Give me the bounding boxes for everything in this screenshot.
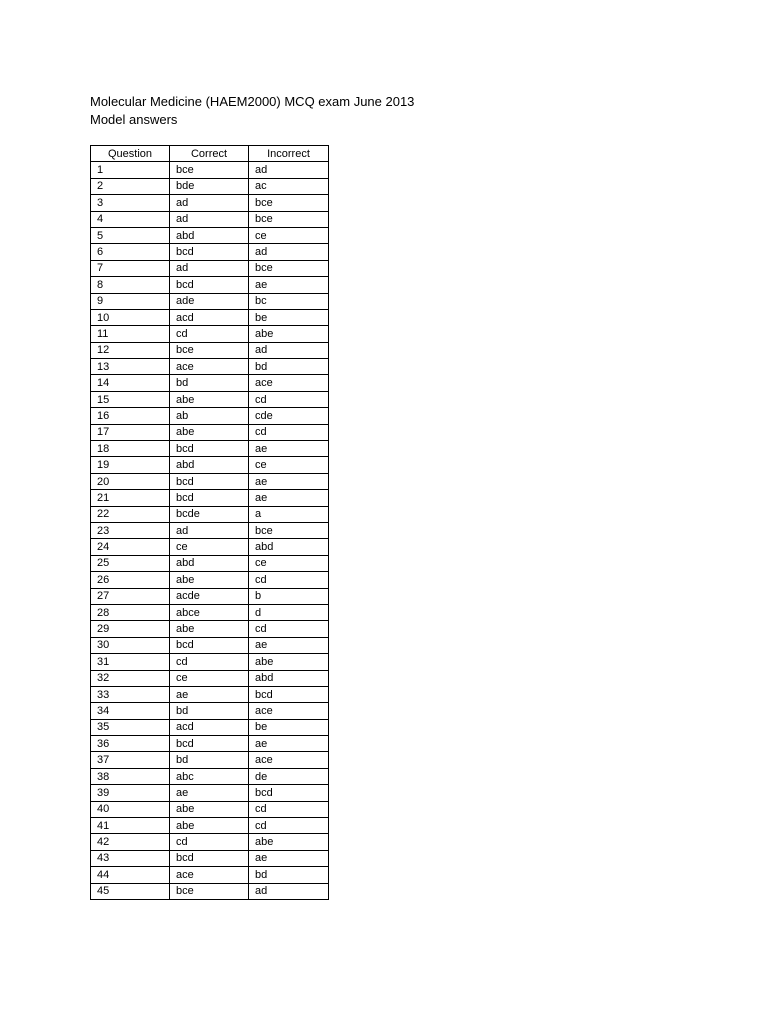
table-row [91, 555, 329, 571]
cell-incorrect: bcd [249, 686, 329, 702]
cell-correct: abe [170, 424, 249, 440]
cell-incorrect: be [249, 719, 329, 735]
cell-correct: abd [170, 457, 249, 473]
table-row [91, 293, 329, 309]
cell-question: 5 [91, 227, 170, 243]
cell-question: 25 [91, 555, 170, 571]
cell-question: 17 [91, 424, 170, 440]
table-row [91, 883, 329, 899]
cell-question: 35 [91, 719, 170, 735]
header-correct: Correct [170, 146, 249, 162]
table-row [91, 818, 329, 834]
cell-question: 26 [91, 572, 170, 588]
cell-incorrect: cd [249, 424, 329, 440]
cell-question: 12 [91, 342, 170, 358]
cell-question: 28 [91, 604, 170, 620]
cell-question: 11 [91, 326, 170, 342]
cell-question: 22 [91, 506, 170, 522]
cell-incorrect: ce [249, 555, 329, 571]
cell-question: 29 [91, 621, 170, 637]
cell-correct: ab [170, 408, 249, 424]
cell-incorrect: bd [249, 359, 329, 375]
cell-incorrect: abe [249, 834, 329, 850]
table-row [91, 588, 329, 604]
cell-question: 19 [91, 457, 170, 473]
cell-correct: abce [170, 604, 249, 620]
cell-incorrect: abe [249, 654, 329, 670]
cell-question: 37 [91, 752, 170, 768]
cell-question: 8 [91, 277, 170, 293]
cell-question: 45 [91, 883, 170, 899]
cell-question: 27 [91, 588, 170, 604]
cell-question: 42 [91, 834, 170, 850]
cell-question: 41 [91, 818, 170, 834]
cell-incorrect: cde [249, 408, 329, 424]
table-row [91, 621, 329, 637]
cell-correct: ce [170, 539, 249, 555]
cell-incorrect: ad [249, 342, 329, 358]
cell-incorrect: bc [249, 293, 329, 309]
table-row [91, 670, 329, 686]
cell-incorrect: bce [249, 211, 329, 227]
cell-question: 6 [91, 244, 170, 260]
table-row [91, 686, 329, 702]
cell-incorrect: ae [249, 736, 329, 752]
cell-incorrect: cd [249, 572, 329, 588]
cell-question: 20 [91, 473, 170, 489]
cell-correct: cd [170, 834, 249, 850]
table-row [91, 260, 329, 276]
cell-correct: ad [170, 260, 249, 276]
cell-correct: ad [170, 522, 249, 538]
table-row [91, 375, 329, 391]
table-row [91, 178, 329, 194]
cell-incorrect: ac [249, 178, 329, 194]
cell-correct: abe [170, 801, 249, 817]
cell-incorrect: bcd [249, 785, 329, 801]
cell-correct: bcd [170, 490, 249, 506]
document-heading [90, 93, 414, 129]
cell-correct: ad [170, 195, 249, 211]
table-row [91, 359, 329, 375]
cell-question: 7 [91, 260, 170, 276]
cell-correct: abc [170, 768, 249, 784]
answers-table [90, 145, 329, 900]
cell-question: 18 [91, 441, 170, 457]
cell-incorrect: abd [249, 670, 329, 686]
cell-correct: bcd [170, 637, 249, 653]
table-row [91, 457, 329, 473]
cell-correct: cd [170, 654, 249, 670]
cell-correct: ace [170, 867, 249, 883]
cell-question: 39 [91, 785, 170, 801]
cell-incorrect: ae [249, 473, 329, 489]
cell-correct: bd [170, 752, 249, 768]
cell-question: 43 [91, 850, 170, 866]
table-row [91, 801, 329, 817]
cell-incorrect: cd [249, 801, 329, 817]
cell-correct: ae [170, 686, 249, 702]
cell-question: 1 [91, 162, 170, 178]
cell-incorrect: b [249, 588, 329, 604]
cell-correct: ade [170, 293, 249, 309]
table-row [91, 719, 329, 735]
cell-question: 32 [91, 670, 170, 686]
header-question: Question [91, 146, 170, 162]
cell-question: 44 [91, 867, 170, 883]
cell-question: 34 [91, 703, 170, 719]
cell-incorrect: ace [249, 375, 329, 391]
cell-correct: bcd [170, 277, 249, 293]
table-row [91, 326, 329, 342]
table-row [91, 244, 329, 260]
table-row [91, 572, 329, 588]
cell-incorrect: cd [249, 621, 329, 637]
table-row [91, 654, 329, 670]
cell-incorrect: ad [249, 162, 329, 178]
cell-incorrect: bce [249, 195, 329, 211]
table-row [91, 850, 329, 866]
cell-question: 15 [91, 391, 170, 407]
table-row [91, 834, 329, 850]
table-row [91, 539, 329, 555]
cell-correct: bcd [170, 244, 249, 260]
cell-question: 3 [91, 195, 170, 211]
cell-correct: ad [170, 211, 249, 227]
cell-incorrect: ace [249, 703, 329, 719]
document-subtitle: Model answers [90, 112, 178, 127]
cell-correct: bce [170, 342, 249, 358]
cell-correct: bce [170, 162, 249, 178]
table-row [91, 752, 329, 768]
table-row [91, 408, 329, 424]
table-row [91, 637, 329, 653]
cell-incorrect: ae [249, 637, 329, 653]
table-row [91, 867, 329, 883]
document-title: Molecular Medicine (HAEM2000) MCQ exam June 2013 [90, 94, 415, 109]
cell-correct: acd [170, 719, 249, 735]
table-row [91, 195, 329, 211]
table-row [91, 162, 329, 178]
table-row [91, 506, 329, 522]
cell-correct: bcd [170, 736, 249, 752]
cell-question: 23 [91, 522, 170, 538]
table-header-row [91, 146, 329, 162]
table-row [91, 424, 329, 440]
cell-correct: abd [170, 555, 249, 571]
cell-correct: bcde [170, 506, 249, 522]
table-row [91, 441, 329, 457]
cell-correct: acde [170, 588, 249, 604]
cell-incorrect: ae [249, 277, 329, 293]
cell-correct: ace [170, 359, 249, 375]
cell-incorrect: ad [249, 244, 329, 260]
cell-correct: cd [170, 326, 249, 342]
table-row [91, 785, 329, 801]
table-row [91, 277, 329, 293]
table-row [91, 703, 329, 719]
cell-incorrect: abd [249, 539, 329, 555]
header-incorrect: Incorrect [249, 146, 329, 162]
cell-correct: bd [170, 703, 249, 719]
cell-question: 38 [91, 768, 170, 784]
cell-correct: bcd [170, 473, 249, 489]
cell-correct: abe [170, 818, 249, 834]
cell-incorrect: ad [249, 883, 329, 899]
table-body [91, 162, 329, 900]
table-row [91, 342, 329, 358]
cell-incorrect: d [249, 604, 329, 620]
cell-correct: bd [170, 375, 249, 391]
cell-incorrect: cd [249, 818, 329, 834]
cell-correct: abe [170, 391, 249, 407]
cell-incorrect: bce [249, 260, 329, 276]
cell-correct: ae [170, 785, 249, 801]
table-row [91, 736, 329, 752]
cell-correct: abd [170, 227, 249, 243]
table-row [91, 604, 329, 620]
cell-question: 30 [91, 637, 170, 653]
cell-incorrect: a [249, 506, 329, 522]
cell-question: 21 [91, 490, 170, 506]
cell-correct: abe [170, 621, 249, 637]
cell-question: 14 [91, 375, 170, 391]
cell-question: 16 [91, 408, 170, 424]
table-row [91, 391, 329, 407]
cell-incorrect: be [249, 309, 329, 325]
table-row [91, 522, 329, 538]
cell-correct: bcd [170, 441, 249, 457]
cell-incorrect: cd [249, 391, 329, 407]
cell-question: 9 [91, 293, 170, 309]
table-row [91, 768, 329, 784]
cell-incorrect: ce [249, 457, 329, 473]
table-row [91, 211, 329, 227]
cell-question: 24 [91, 539, 170, 555]
cell-incorrect: ae [249, 441, 329, 457]
cell-incorrect: ace [249, 752, 329, 768]
cell-incorrect: abe [249, 326, 329, 342]
cell-incorrect: bce [249, 522, 329, 538]
cell-incorrect: bd [249, 867, 329, 883]
cell-question: 13 [91, 359, 170, 375]
cell-correct: ce [170, 670, 249, 686]
cell-question: 40 [91, 801, 170, 817]
table-row [91, 473, 329, 489]
cell-question: 33 [91, 686, 170, 702]
cell-incorrect: ce [249, 227, 329, 243]
cell-incorrect: ae [249, 850, 329, 866]
cell-question: 10 [91, 309, 170, 325]
cell-correct: bde [170, 178, 249, 194]
cell-correct: acd [170, 309, 249, 325]
cell-question: 4 [91, 211, 170, 227]
cell-correct: abe [170, 572, 249, 588]
cell-question: 36 [91, 736, 170, 752]
cell-correct: bcd [170, 850, 249, 866]
cell-question: 2 [91, 178, 170, 194]
table-row [91, 490, 329, 506]
cell-incorrect: de [249, 768, 329, 784]
table-row [91, 309, 329, 325]
cell-correct: bce [170, 883, 249, 899]
table-row [91, 227, 329, 243]
cell-question: 31 [91, 654, 170, 670]
cell-incorrect: ae [249, 490, 329, 506]
